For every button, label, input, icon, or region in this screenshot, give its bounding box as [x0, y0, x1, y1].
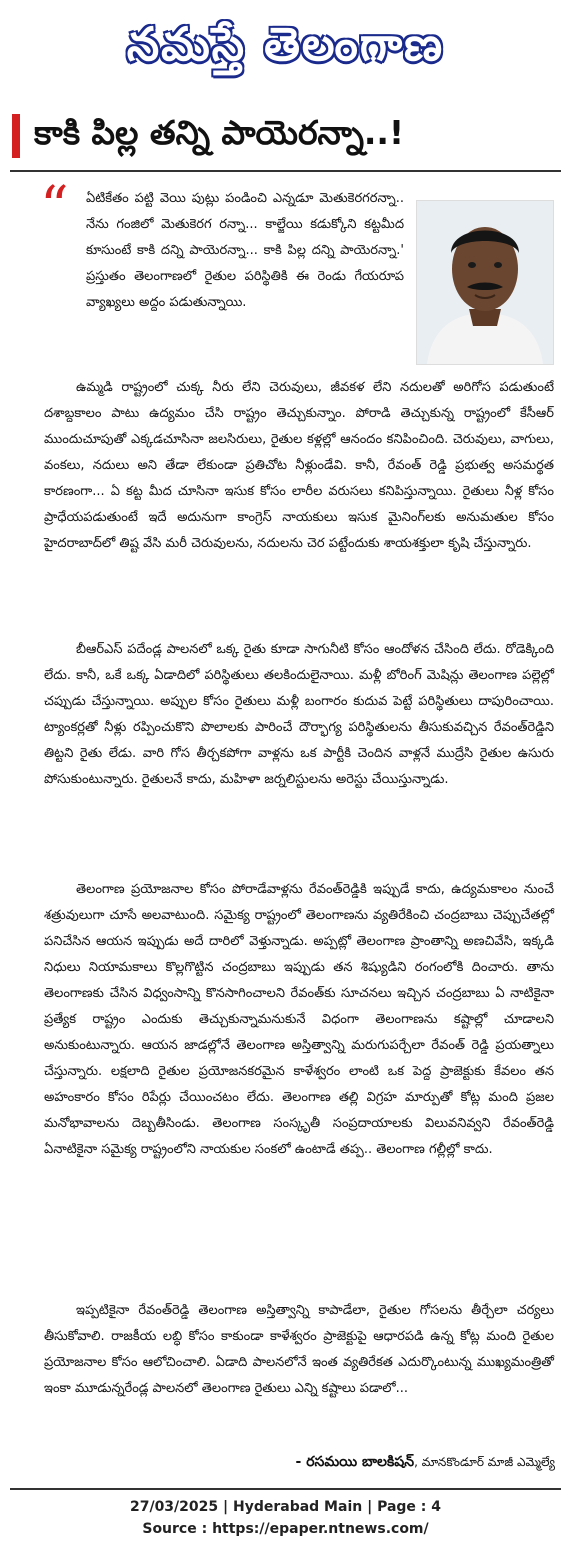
edition-info: 27/03/2025 | Hyderabad Main | Page : 4: [129, 1499, 442, 1515]
article-paragraph-2: బీఆర్ఎస్ పదేండ్ల పాలనలో ఒక్క రైతు కూడా సాగునీటి కోసం ఆందోళన చేసింది లేదు. రోడెక్కింది లేదు. కానీ, ఒకే ఒక్క ఏడాదిలో పరిస్థితులు తలకిందులైనాయి. మళ్లీ బోరింగ్ మెషిన్లు తెలంగాణ పల్లెల్లో చప్పుడు చేస్తున్నాయి. అప్పుల కోసం రైతులు మళ్లీ బంగారం కుదువ పెట్టే పరిస్థితులు దాపురించాయి. ట్యాంకర్లతో నీళ్లు రప్పించుకొని పొలాలకు పారించే దౌర్భాగ్య పరిస్థితులను తీసుకువచ్చిన రేవంత్‌రెడ్డిని తిట్టని రైతు లేడు. వారి గోస తీర్చకపోగా వాళ్లను ఒక పార్టీకి చెందిన వాళ్లనే ముద్రేసి రైతుల ఉసురు పోసుకుంటున్నారు. రైతులనే కాదు, మహిళా జర్నలిస్టులను అరెస్టు చేయిస్తున్నాడు.: [44, 642, 554, 787]
headline-divider: [10, 170, 561, 172]
footer-divider: [10, 1488, 561, 1490]
author-name: - రసమయి బాలకిషన్: [295, 1454, 415, 1470]
article-byline: [0, 1454, 571, 1473]
author-designation: , మానకొండూర్ మాజీ ఎమ్మెల్యే: [414, 1455, 555, 1469]
article-body: [0, 175, 571, 1396]
article-headline: కాకి పిల్ల తన్ని పాయెరన్నా..!: [34, 112, 405, 152]
masthead: [0, 0, 571, 100]
article-paragraph-1: ఉమ్మడి రాష్ట్రంలో చుక్క నీరు లేని చెరువులు, జీవకళ లేని నదులతో అరిగోస పడుతుంటే దశాబ్దకాలం పాటు ఉద్యమం చేసి రాష్ట్రం తెచ్చుకున్నాం. పోరాడి తెచ్చుకున్న రాష్ట్రంలో కేసీఆర్ ముందుచూపుతో ఎక్కడచూసినా జలసిరులు, రైతుల కళ్లల్లో ఆనందం కనిపించింది. చెరువులు, వాగులు, వంకలు, నదులు అని తేడా లేకుండా ప్రతిచోట నీళ్లుండేవి. కానీ, రేవంత్ రెడ్డి ప్రభుత్వ అసమర్థత కారణంగా... ఏ కట్ట మీద చూసినా ఇసుక కోసం లారీల వరుసలు కనిపిస్తున్నాయి. రైతులు నీళ్ల కోసం ప్రాధేయపడుతుంటే ఇదే అదునుగా కాంగ్రెస్ నాయకులు ఇసుక మైనింగ్‌లకు అనుమతుల కోసం హైదరాబాద్‌లో తిష్ట వేసి మరీ చెరువులను, నదులను చెర పట్టేందుకు శాయశక్తులా కృషి చేస్తున్నారు.: [44, 380, 554, 551]
headline-accent-bar: [12, 114, 20, 158]
newspaper-logo: నమస్తే తెలంగాణ: [126, 17, 445, 71]
article-intro: [0, 175, 571, 370]
intro-paragraph: ఏటికేతం పట్టి వెయి పుట్లు పండించి ఎన్నడూ మెతుకెరగరన్నా.. నేను గంజిలో మెతుకెరగ రన్నా... కాల్జేయి కడుక్కోని కట్టమీద కూసుంటే కాకి దన్ని పాయెరన్నా... కాకి పిల్ల దన్ని పాయెరన్నా.' ప్రస్తుతం తెలంగాణలో రైతుల పరిస్థితికి ఈ రెండు గేయరూప వ్యాఖ్యలు అద్దం పడుతున్నాయి.: [86, 191, 404, 310]
page-footer: [0, 1496, 571, 1540]
source-link[interactable]: Source : https://epaper.ntnews.com/: [142, 1521, 429, 1537]
article-paragraph-3: తెలంగాణ ప్రయోజనాల కోసం పోరాడేవాళ్లను రేవంత్‌రెడ్డికి ఇప్పుడే కాదు, ఉద్యమకాలం నుంచే శత్రువులుగా చూసే అలవాటుంది. సమైక్య రాష్ట్రంలో తెలంగాణను వ్యతిరేకించి చంద్రబాబు చెప్పుచేతల్లో పనిచేసిన ఆయన ఇప్పుడు అదే దారిలో వెళ్తున్నాడు. అప్పట్లో తెలంగాణ ప్రాంతాన్ని అణచివేసి, ఇక్కడి నిధులు నియామకాలు కొల్లగొట్టిన చంద్రబాబు ఇప్పుడు తన శిష్యుడిని రంగంలోకి దించారు. తాను తెలంగాణకు చేసిన విధ్వంసాన్ని కొనసాగించాలని రేవంత్‌కు సూచనలు ఇచ్చిన చంద్రబాబు ఏ నాటికైనా ప్రత్యేక రాష్ట్రం ఎందుకు తెచ్చుకున్నామనుకునే విధంగా తెలంగాణను కష్టాల్లో చూడాలని అనుకుంటున్నారు. ఆయన జాడల్లోనే తెలంగాణ అస్తిత్వాన్ని మరుగుపర్చేలా రేవంత్ రెడ్డి ప్రయత్నాలు చేస్తున్నారు. లక్షలాది రైతుల ప్రయోజనకరమైన కాళేశ్వరం లాంటి ఒక పెద్ద ప్రాజెక్టుకు కేవలం తన అహంకారం కోసం రిపేర్లు చేయించటం లేదు. తెలంగాణ తల్లి విగ్రహ మార్పుతో కోట్ల మంది ప్రజల మనోభావాలను దెబ్బతీసిండు. తెలంగాణ సంస్కృతీ సంప్రదాయాలకు విలువనివ్వని రేవంత్‌రెడ్డి ఏనాటికైనా సమైక్య రాష్ట్రంలోని నాయకుల సంకలో ఉంటాడే తప్ప.. తెలంగాణ గల్లీల్లో కాదు.: [44, 882, 554, 1157]
author-photo: [416, 200, 554, 365]
open-quote-icon: “: [40, 175, 69, 240]
headline-row: [0, 106, 571, 166]
article-paragraph-4: ఇప్పటికైనా రేవంత్‌రెడ్డి తెలంగాణ అస్తిత్వాన్ని కాపాడేలా, రైతుల గోసలను తీర్చేలా చర్యలు తీసుకోవాలి. రాజకీయ లబ్ధి కోసం కాకుండా కాళేశ్వరం ప్రాజెక్టుపై ఆధారపడి ఉన్న కోట్ల మంది రైతుల ప్రయోజనాల కోసం ఆలోచించాలి. ఏడాది పాలనలోనే ఇంత వ్యతిరేకత ఎదుర్కొంటున్న ముఖ్యమంత్రితో ఇంకా మూడున్నరేండ్ల పాలనలో తెలంగాణ రైతులు ఎన్ని కష్టాలు పడాలో...: [44, 1303, 554, 1396]
author-portrait-icon: [417, 201, 553, 364]
